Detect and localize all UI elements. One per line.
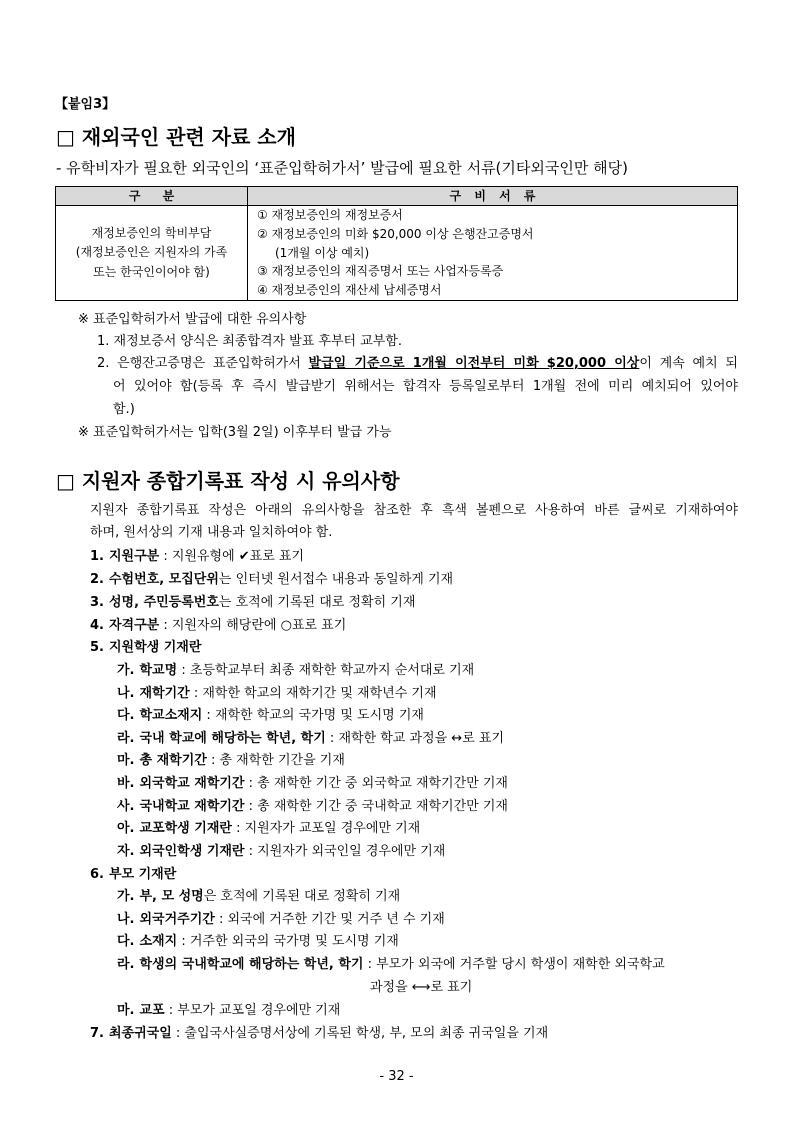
item-number: 2. xyxy=(90,572,104,587)
page-number: - 32 - xyxy=(379,1069,414,1084)
document-line: ① 재정보증인의 재정보증서 xyxy=(257,208,403,222)
intro-line: 지원자 종합기록표 작성은 아래의 유의사항을 참조한 후 흑색 볼펜으로 사용하여 바른 글씨로 기재하여야 xyxy=(90,503,738,518)
sub-item xyxy=(117,911,445,929)
sub-item xyxy=(117,888,400,906)
note-continuation: 어 있어야 함(등록 후 즉시 발급받기 위해서는 합격자 등록일로부터 1개월 전에 미리 예치되어 있어야 xyxy=(113,379,738,394)
instruction-item xyxy=(90,571,453,589)
item-label: 지원학생 기재란 xyxy=(108,640,202,655)
table-header-row xyxy=(56,187,738,206)
sub-item-text: : 외국에 거주한 기간 및 거주 년 수 기재 xyxy=(214,912,445,927)
item-text: : 지원유형에 ✔표로 표기 xyxy=(159,549,305,564)
notes-title: ※ 표준입학허가서 발급에 대한 유의사항 xyxy=(78,312,307,327)
sub-item xyxy=(117,775,508,793)
document-line: ④ 재정보증인의 재산세 납세증명서 xyxy=(257,283,442,298)
instruction-item xyxy=(90,866,176,884)
item-number: 7. xyxy=(90,1026,104,1041)
document-line-note: (1개월 이상 예치) xyxy=(275,245,370,260)
item-text: 는 인터넷 원서접수 내용과 동일하게 기재 xyxy=(218,572,454,587)
sub-item-label: 학교소재지 xyxy=(139,708,203,723)
item-label: 수험번호, 모집단위 xyxy=(108,572,219,587)
table-row xyxy=(56,206,738,301)
note-item: 1. 재정보증서 양식은 최종합격자 발표 후부터 교부함. xyxy=(97,334,403,349)
sub-item xyxy=(117,798,508,816)
sub-item-label: 교포학생 기재란 xyxy=(139,821,232,836)
sub-item xyxy=(117,956,665,974)
visa-documents-subtitle: - 유학비자가 필요한 외국인의 ‘표준입학허가서’ 발급에 필요한 서류(기타외국인만 해당) xyxy=(56,159,628,177)
sub-item-label: 소재지 xyxy=(139,934,178,949)
sub-item-number: 아. xyxy=(117,821,135,836)
category-cell xyxy=(56,206,248,301)
sub-item-text: : 재학한 학교의 국가명 및 도시명 기재 xyxy=(202,708,424,723)
sub-item xyxy=(117,933,399,951)
sub-item-number: 마. xyxy=(117,1003,135,1018)
sub-item-label: 총 재학기간 xyxy=(139,753,207,768)
item-number: 4. xyxy=(90,618,104,633)
item-label: 성명, 주민등록번호 xyxy=(108,595,219,610)
instruction-item xyxy=(90,617,346,635)
sub-item-text: : 거주한 외국의 국가명 및 도시명 기재 xyxy=(177,934,399,949)
sub-item-number: 다. xyxy=(117,708,135,723)
sub-item-label: 외국인학생 기재란 xyxy=(139,844,245,859)
sub-item-text: : 초등학교부터 최종 재학한 학교까지 순서대로 기재 xyxy=(177,663,475,678)
sub-item-text: : 총 재학한 기간 중 국내학교 재학기간만 기재 xyxy=(244,799,508,814)
sub-item-label: 학교명 xyxy=(139,663,178,678)
sub-item-text: : 부모가 외국에 거주할 당시 학생이 재학한 외국학교 xyxy=(363,957,665,972)
sub-item-label: 외국거주기간 xyxy=(139,912,215,927)
sub-item-label: 부, 모 성명 xyxy=(139,889,204,904)
footnote: ※ 표준입학허가서는 입학(3월 2일) 이후부터 발급 가능 xyxy=(78,425,392,440)
note-item xyxy=(97,355,738,373)
sub-item-label: 재학기간 xyxy=(139,686,190,701)
category-line: 또는 한국인이어야 함) xyxy=(93,264,210,279)
attachment-label: 【붙임3】 xyxy=(55,97,116,112)
item-text: 는 호적에 기록된 대로 정확히 기재 xyxy=(218,595,416,610)
document-line: ② 재정보증인의 미화 $20,000 이상 은행잔고증명서 xyxy=(257,226,534,241)
sub-item xyxy=(117,1002,340,1020)
sub-item-text: : 재학한 학교의 재학기간 및 재학년수 기재 xyxy=(189,686,437,701)
instruction-item xyxy=(90,594,415,612)
sub-item-number: 바. xyxy=(117,776,135,791)
table-header-documents: 구 비 서 류 xyxy=(248,187,738,206)
sub-item-label: 학생의 국내학교에 해당하는 학년, 학기 xyxy=(139,957,364,972)
sub-item-number: 자. xyxy=(117,844,135,859)
instruction-item xyxy=(90,548,304,566)
instruction-item xyxy=(90,639,201,657)
sub-item xyxy=(117,685,437,703)
sub-item-label: 외국학교 재학기간 xyxy=(139,776,245,791)
sub-item xyxy=(117,752,345,770)
note-emphasis: 발급일 기준으로 1개월 이전부터 미화 $20,000 이상 xyxy=(308,356,640,371)
table-header-category: 구 분 xyxy=(56,187,248,206)
sub-item-label: 국내학교 재학기간 xyxy=(139,799,245,814)
section1-heading: □ 재외국인 관련 자료 소개 xyxy=(56,125,296,149)
sub-item-text: : 총 재학한 기간을 기재 xyxy=(206,753,345,768)
item-number: 1. xyxy=(90,549,104,564)
sub-item-number: 가. xyxy=(117,889,135,904)
sub-item-text: : 총 재학한 기간 중 외국학교 재학기간만 기재 xyxy=(244,776,508,791)
sub-item xyxy=(117,820,420,838)
sub-item-number: 나. xyxy=(117,912,135,927)
sub-item-number: 마. xyxy=(117,753,135,768)
sub-item-number: 라. xyxy=(117,731,135,746)
note-continuation: 함.) xyxy=(113,402,135,417)
item-label: 자격구분 xyxy=(108,618,160,633)
category-line: 재정보증인의 학비부담 xyxy=(91,225,212,240)
sub-item-number: 사. xyxy=(117,799,135,814)
sub-item-text: : 재학한 학교 과정을 ↔로 표기 xyxy=(325,731,505,746)
sub-item-continuation: 과정을 ⟷로 표기 xyxy=(370,980,473,995)
sub-item-number: 나. xyxy=(117,686,135,701)
item-text: : 지원자의 해당란에 ○표로 표기 xyxy=(159,618,347,633)
sub-item-number: 가. xyxy=(117,663,135,678)
sub-item xyxy=(117,662,474,680)
note-text: 이 계속 예치 되 xyxy=(639,356,738,371)
item-label: 지원구분 xyxy=(108,549,160,564)
instruction-item xyxy=(90,1025,548,1043)
item-number: 5. xyxy=(90,640,104,655)
sub-item-number: 다. xyxy=(117,934,135,949)
sub-item xyxy=(117,730,504,748)
sub-item-label: 국내 학교에 해당하는 학년, 학기 xyxy=(139,731,326,746)
sub-item-text: : 지원자가 교포일 경우에만 기재 xyxy=(231,821,421,836)
sub-item-label: 교포 xyxy=(139,1003,165,1018)
note-text: 2. 은행잔고증명은 표준입학허가서 xyxy=(97,356,309,371)
sub-item xyxy=(117,707,424,725)
documents-cell xyxy=(248,206,738,301)
item-text: : 출입국사실증명서상에 기록된 학생, 부, 모의 최종 귀국일을 기재 xyxy=(171,1026,549,1041)
item-label: 부모 기재란 xyxy=(108,867,177,882)
sub-item xyxy=(117,843,445,861)
item-number: 6. xyxy=(90,867,104,882)
sub-item-text: : 부모가 교포일 경우에만 기재 xyxy=(164,1003,341,1018)
item-label: 최종귀국일 xyxy=(108,1026,172,1041)
sub-item-text: : 지원자가 외국인일 경우에만 기재 xyxy=(244,844,446,859)
required-documents-table xyxy=(55,186,738,301)
document-line: ③ 재정보증인의 재직증명서 또는 사업자등록증 xyxy=(257,264,504,279)
sub-item-text: 은 호적에 기록된 대로 정확히 기재 xyxy=(203,889,401,904)
item-number: 3. xyxy=(90,595,104,610)
category-line: (재정보증인은 지원자의 가족 xyxy=(75,245,228,260)
section2-heading: □ 지원자 종합기록표 작성 시 유의사항 xyxy=(56,469,400,493)
sub-item-number: 라. xyxy=(117,957,135,972)
intro-line: 하며, 원서상의 기재 내용과 일치하여야 함. xyxy=(90,525,333,540)
